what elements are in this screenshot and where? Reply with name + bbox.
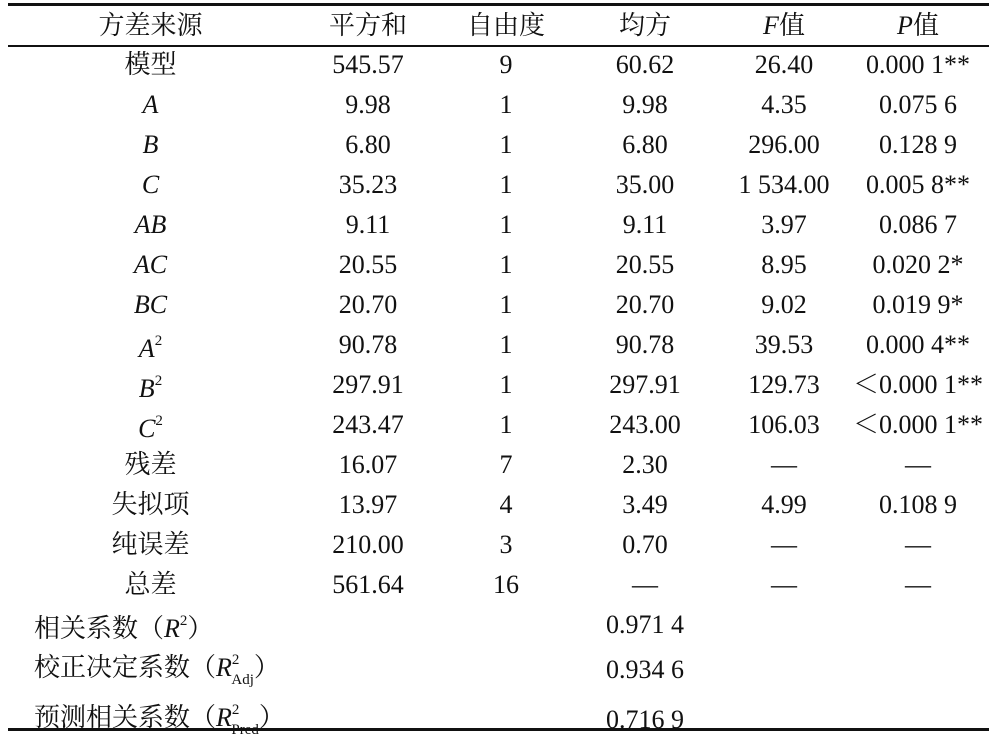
table-row — [8, 445, 989, 485]
source-label: AB — [134, 210, 167, 239]
source-cell — [8, 565, 293, 605]
source-label: 总差 — [124, 570, 177, 599]
p-value-cell: ＜0.000 1** — [852, 370, 983, 399]
df-cell: 1 — [499, 170, 513, 199]
superscript: 2 — [179, 613, 188, 629]
df-cell: 7 — [499, 450, 513, 479]
mean-square-cell: 297.91 — [609, 370, 681, 399]
fit-value-cell: 0.934 6 — [606, 655, 684, 684]
empty-cell — [721, 695, 847, 745]
df-cell: 1 — [499, 330, 513, 359]
fit-row — [8, 695, 989, 745]
source-label: 纯误差 — [111, 530, 190, 559]
df-cell: 1 — [499, 90, 513, 119]
df-cell: 3 — [499, 530, 513, 559]
f-value-cell: 129.73 — [748, 370, 820, 399]
table-row — [8, 165, 989, 205]
f-value-cell: 296.00 — [748, 130, 820, 159]
fit-row — [8, 605, 989, 645]
source-cell — [8, 485, 293, 525]
p-value-cell: — — [905, 530, 931, 559]
fit-value-cell: 0.716 9 — [606, 705, 684, 734]
source-cell — [8, 445, 293, 485]
sum-of-squares-cell: 20.55 — [338, 250, 398, 279]
sum-of-squares-cell: 561.64 — [332, 570, 404, 599]
empty-cell — [721, 605, 847, 645]
mean-square-cell: 243.00 — [609, 410, 681, 439]
header-f-value — [721, 6, 847, 45]
table-row — [8, 125, 989, 165]
source-cell — [8, 45, 293, 85]
header-mean-square: 均方 — [618, 10, 671, 40]
sum-of-squares-cell: 35.23 — [338, 170, 398, 199]
fit-label-close: ） — [253, 653, 280, 682]
source-label: 模型 — [124, 50, 177, 79]
sum-of-squares-cell: 16.07 — [338, 450, 398, 479]
source-label: A — [142, 90, 159, 119]
source-cell — [8, 125, 293, 165]
table-row — [8, 485, 989, 525]
source-cell — [8, 405, 293, 445]
p-value-cell: 0.000 4** — [866, 330, 970, 359]
f-value-cell: 9.02 — [761, 290, 807, 319]
df-cell: 1 — [499, 290, 513, 319]
header-p-value — [847, 6, 989, 45]
f-suffix: 值 — [778, 10, 805, 40]
table-row — [8, 525, 989, 565]
table-row — [8, 85, 989, 125]
sum-of-squares-cell: 90.78 — [338, 330, 398, 359]
f-value-cell: — — [771, 570, 797, 599]
source-cell — [8, 365, 293, 405]
table-row — [8, 245, 989, 285]
source-cell — [8, 285, 293, 325]
mean-square-cell: 2.30 — [622, 450, 668, 479]
source-label: B — [142, 130, 159, 159]
r-symbol: R — [216, 653, 232, 682]
sum-of-squares-cell: 13.97 — [338, 490, 398, 519]
p-value-cell: 0.108 9 — [879, 490, 957, 519]
mean-square-cell: 60.62 — [615, 50, 675, 79]
table-row — [8, 405, 989, 445]
source-label: B — [138, 374, 155, 403]
mean-square-cell: 20.55 — [615, 250, 675, 279]
sum-of-squares-cell: 6.80 — [345, 130, 391, 159]
p-value-cell: 0.005 8** — [866, 170, 970, 199]
fit-statistics — [8, 605, 989, 745]
p-value-cell: ＜0.000 1** — [852, 410, 983, 439]
empty-cell — [847, 695, 989, 745]
sum-of-squares-cell: 545.57 — [332, 50, 404, 79]
f-value-cell: 106.03 — [748, 410, 820, 439]
source-label: 残差 — [124, 450, 177, 479]
source-cell — [8, 245, 293, 285]
f-symbol: F — [763, 10, 779, 40]
table-row — [8, 325, 989, 365]
empty-cell — [721, 645, 847, 695]
p-value-cell: 0.000 1** — [866, 50, 970, 79]
fit-value-cell: 0.971 4 — [606, 610, 684, 639]
mean-square-cell: — — [632, 570, 658, 599]
superscript: 2 — [155, 413, 163, 429]
sum-of-squares-cell: 210.00 — [332, 530, 404, 559]
df-cell: 16 — [493, 570, 519, 599]
source-label: C — [138, 414, 156, 443]
source-cell — [8, 325, 293, 365]
fit-label-text: 相关系数（ — [34, 614, 165, 643]
header-row — [8, 6, 989, 45]
source-label: 失拟项 — [111, 490, 190, 519]
sum-of-squares-cell: 297.91 — [332, 370, 404, 399]
p-suffix: 值 — [912, 10, 939, 40]
p-value-cell: 0.086 7 — [879, 210, 957, 239]
r-symbol: R — [216, 703, 232, 732]
p-value-cell: 0.075 6 — [879, 90, 957, 119]
source-label: A — [138, 334, 155, 363]
df-cell: 1 — [499, 370, 513, 399]
df-cell: 1 — [499, 250, 513, 279]
superscript: 2 — [154, 333, 163, 349]
anova-table — [8, 6, 989, 745]
mean-square-cell: 20.70 — [615, 290, 675, 319]
fit-label-cell — [8, 605, 569, 645]
sum-of-squares-cell: 20.70 — [338, 290, 398, 319]
table-row — [8, 365, 989, 405]
fit-label-cell — [8, 645, 569, 695]
header-source: 方差来源 — [98, 10, 203, 40]
table-row — [8, 45, 989, 85]
df-cell: 1 — [499, 210, 513, 239]
superscript: 2 — [154, 373, 163, 389]
p-value-cell: 0.020 2* — [872, 250, 964, 279]
df-cell: 1 — [499, 130, 513, 159]
subscript: Adj — [231, 672, 254, 688]
f-value-cell: — — [771, 530, 797, 559]
r-symbol: R — [164, 614, 180, 643]
source-label: BC — [133, 290, 168, 319]
p-value-cell: — — [905, 570, 931, 599]
f-value-cell: — — [771, 450, 797, 479]
fit-label-cell — [8, 695, 569, 745]
mean-square-cell: 3.49 — [622, 490, 668, 519]
f-value-cell: 39.53 — [754, 330, 814, 359]
f-value-cell: 4.99 — [761, 490, 807, 519]
header-sum-of-squares: 平方和 — [328, 10, 407, 40]
fit-label-close: ） — [258, 703, 285, 732]
f-value-cell: 1 534.00 — [738, 170, 830, 199]
p-value-cell: — — [905, 450, 931, 479]
superscript: 2 — [231, 702, 240, 718]
fit-label-close: ） — [187, 614, 214, 643]
f-value-cell: 4.35 — [761, 90, 807, 119]
mean-square-cell: 35.00 — [615, 170, 675, 199]
source-cell — [8, 165, 293, 205]
empty-cell — [847, 645, 989, 695]
fit-label-text: 校正决定系数（ — [34, 653, 217, 682]
mean-square-cell: 9.11 — [622, 210, 668, 239]
sum-of-squares-cell: 9.11 — [345, 210, 391, 239]
f-value-cell: 26.40 — [754, 50, 814, 79]
f-value-cell: 8.95 — [761, 250, 807, 279]
mean-square-cell: 0.70 — [622, 530, 668, 559]
df-cell: 9 — [499, 50, 513, 79]
fit-row — [8, 645, 989, 695]
table-row — [8, 285, 989, 325]
table-row — [8, 205, 989, 245]
table-row — [8, 565, 989, 605]
source-cell — [8, 205, 293, 245]
header-degrees-of-freedom: 自由度 — [466, 10, 545, 40]
df-cell: 4 — [499, 490, 513, 519]
superscript: 2 — [231, 652, 240, 668]
subscript: Pred — [231, 722, 259, 738]
mean-square-cell: 90.78 — [615, 330, 675, 359]
sum-of-squares-cell: 243.47 — [332, 410, 404, 439]
source-cell — [8, 525, 293, 565]
df-cell: 1 — [499, 410, 513, 439]
f-value-cell: 3.97 — [761, 210, 807, 239]
sum-of-squares-cell: 9.98 — [345, 90, 391, 119]
source-label: C — [141, 170, 160, 199]
fit-label-text: 预测相关系数（ — [34, 703, 217, 732]
p-value-cell: 0.128 9 — [879, 130, 957, 159]
anova-body — [8, 45, 989, 605]
p-value-cell: 0.019 9* — [872, 290, 964, 319]
p-symbol: P — [897, 10, 913, 40]
mean-square-cell: 6.80 — [622, 130, 668, 159]
source-cell — [8, 85, 293, 125]
empty-cell — [847, 605, 989, 645]
mean-square-cell: 9.98 — [622, 90, 668, 119]
source-label: AC — [133, 250, 168, 279]
